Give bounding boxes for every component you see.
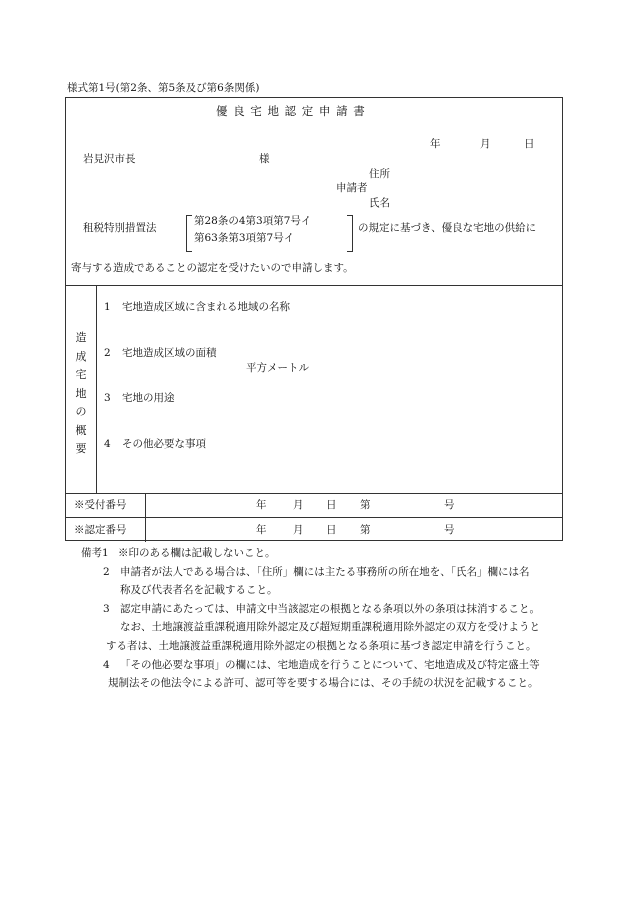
note-2-line-1: 申請者が法人である場合は、「住所」欄には主たる事務所の所在地を、「氏名」欄には名	[120, 566, 530, 578]
application-form	[65, 97, 563, 541]
reception-go: 号	[444, 499, 455, 511]
date-month[interactable]: 月	[480, 138, 491, 150]
date-year[interactable]: 年	[430, 138, 441, 150]
note-4-number: 4	[103, 659, 110, 671]
right-bracket	[347, 215, 353, 252]
note-3-line-1: 認定申請にあたっては、申請文中当該認定の根拠となる条項以外の条項は抹消すること。	[120, 603, 540, 615]
reception-month: 月	[293, 499, 304, 511]
item-1-number: 1	[104, 301, 111, 313]
divider-reception-top	[66, 493, 562, 494]
item-2-number: 2	[104, 347, 111, 359]
divider-overview-label	[96, 285, 97, 493]
certification-go: 号	[444, 524, 455, 536]
note-4-line-1: 「その他必要な事項」の欄には、宅地造成を行うことについて、宅地造成及び特定盛土等	[120, 659, 540, 671]
area-unit: 平方メートル	[246, 362, 309, 374]
item-1-label: 宅地造成区域に含まれる地域の名称	[122, 301, 290, 313]
applicant-label: 申請者	[336, 182, 368, 194]
notes-header: 備考1	[81, 547, 109, 559]
item-3-label: 宅地の用途	[122, 392, 175, 404]
item-4-label: その他必要な事項	[122, 438, 206, 450]
date-day[interactable]: 日	[524, 138, 535, 150]
reception-dai: 第	[360, 499, 371, 511]
note-2-number: 2	[103, 566, 110, 578]
certification-month: 月	[293, 524, 304, 536]
reception-day: 日	[326, 499, 337, 511]
divider-certification-top	[66, 517, 562, 518]
form-title: 優 良 宅 地 認 定 申 請 書	[216, 104, 366, 118]
clause-1[interactable]: 第28条の4第3項第7号イ	[194, 215, 312, 227]
reception-number-label: ※受付番号	[74, 499, 127, 511]
note-3-line-3: する者は、土地譲渡益重課税適用除外認定の根拠となる条項に基づき認定申請を行うこと。	[106, 640, 537, 652]
honorific: 様	[259, 153, 270, 165]
note-2-line-2: 称及び代表者名を記載すること。	[120, 584, 278, 596]
name-label: 氏名	[369, 197, 390, 209]
overview-label: 造 成 宅 地 の 概 要	[75, 331, 87, 455]
divider-overview-top	[66, 285, 562, 286]
clause-2[interactable]: 第63条第3項第7号イ	[194, 232, 295, 244]
note-3-line-2: なお、土地譲渡益重課税適用除外認定及び超短期重課税適用除外認定の双方を受けようと	[120, 621, 540, 633]
note-3-number: 3	[103, 603, 110, 615]
address-label: 住所	[369, 168, 390, 180]
certification-year: 年	[256, 524, 267, 536]
reception-year: 年	[256, 499, 267, 511]
certification-number-label: ※認定番号	[74, 524, 127, 536]
certification-dai: 第	[360, 524, 371, 536]
item-2-label: 宅地造成区域の面積	[122, 347, 217, 359]
left-bracket	[186, 215, 192, 252]
addressee: 岩見沢市長	[83, 153, 136, 165]
item-3-number: 3	[104, 392, 111, 404]
certification-day: 日	[326, 524, 337, 536]
note-4-line-2: 規制法その他法令による許可、認可等を要する場合には、その手続の状況を記載すること。	[108, 677, 539, 689]
item-4-number: 4	[104, 438, 111, 450]
statement-text-1: の規定に基づき、優良な宅地の供給に	[358, 222, 537, 234]
form-number-label: 様式第1号(第2条、第5条及び第6条関係)	[67, 82, 260, 94]
note-1: ※印のある欄は記載しないこと。	[118, 547, 276, 559]
law-name: 租税特別措置法	[83, 222, 157, 234]
divider-number-label	[145, 493, 146, 542]
statement-text-2: 寄与する造成であることの認定を受けたいので申請します。	[71, 262, 354, 274]
